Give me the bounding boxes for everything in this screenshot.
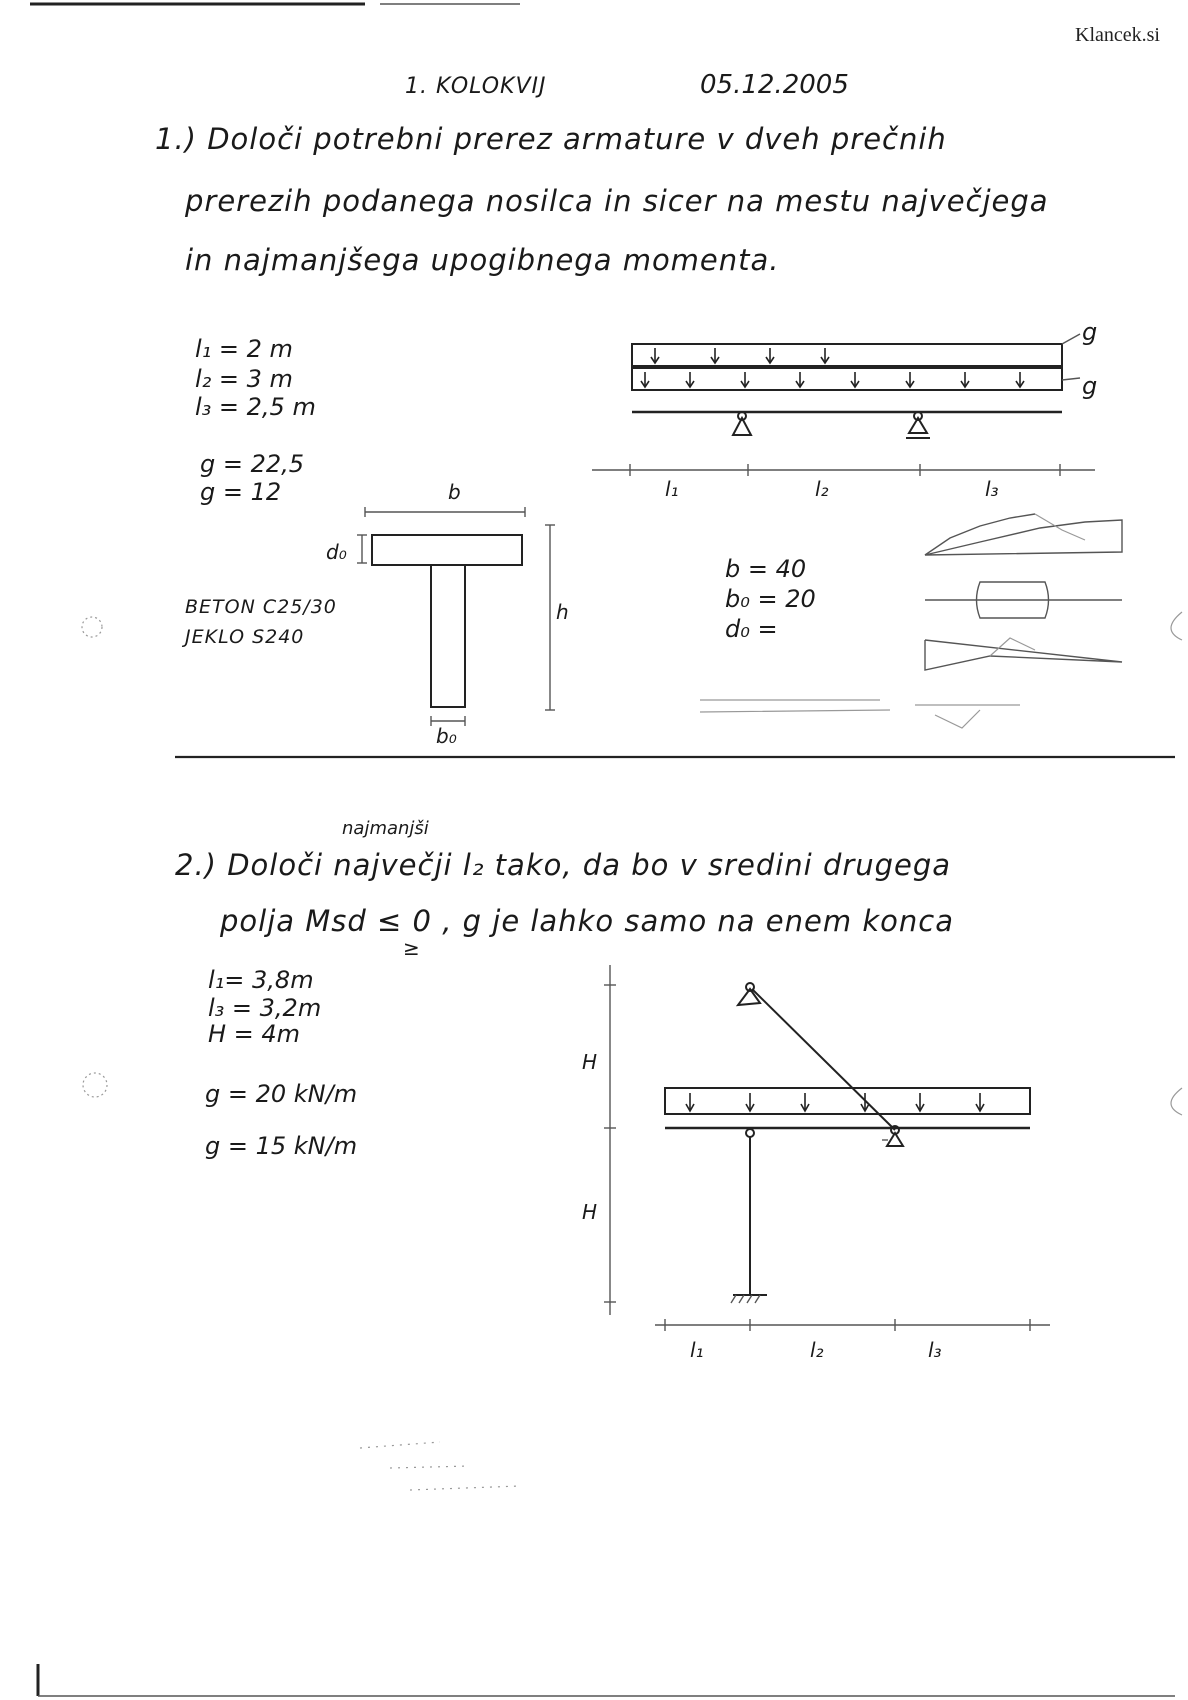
height-label-upper: H <box>582 1050 598 1074</box>
section-value-b0: b₀ = 20 <box>725 585 816 613</box>
span-label-l2: l₂ <box>815 477 829 501</box>
watermark: Klancek.si <box>1075 24 1160 46</box>
material-steel: JEKLO S240 <box>185 626 305 648</box>
load-g: g = 22,5 <box>200 450 305 478</box>
param-l1: l₁ = 2 m <box>195 335 293 363</box>
section-label-b: b <box>448 480 461 504</box>
problem2-correction-note: najmanjši <box>342 818 429 839</box>
section-label-d0: d₀ <box>326 540 347 564</box>
material-concrete: BETON C25/30 <box>185 596 337 618</box>
problem1-line: 1.) Določi potrebni prerez armature v dveh prečnih <box>155 122 947 156</box>
problem2-line: polja Msd ≤ 0 , g je lahko samo na enem konca <box>220 904 954 938</box>
section-label-b0: b₀ <box>436 724 457 748</box>
span-label-l1: l₁ <box>690 1338 704 1362</box>
problem2-line: 2.) Določi največji l₂ tako, da bo v sredini drugega <box>175 848 952 882</box>
load-g: g = 20 kN/m <box>205 1080 358 1108</box>
section-label-h: h <box>556 600 569 624</box>
span-label-l3: l₃ <box>985 477 999 501</box>
span-label-l1: l₁ <box>665 477 679 501</box>
load-label-q: g <box>1082 372 1098 400</box>
problem1-line: prerezih podanega nosilca in sicer na mestu največjega <box>185 184 1049 218</box>
load-q: g = 15 kN/m <box>205 1132 358 1160</box>
param-l2: l₂ = 3 m <box>195 365 293 393</box>
param-H: H = 4m <box>208 1020 301 1048</box>
problem1-line: in najmanjšega upogibnega momenta. <box>185 243 780 277</box>
param-l1: l₁= 3,8m <box>208 966 314 994</box>
test-title: 1. KOLOKVIJ <box>405 74 547 99</box>
height-label-lower: H <box>582 1200 598 1224</box>
param-l3: l₃ = 3,2m <box>208 994 322 1022</box>
param-l3: l₃ = 2,5 m <box>195 393 316 421</box>
span-label-l3: l₃ <box>928 1338 942 1362</box>
section-value-d0: d₀ = <box>725 615 778 643</box>
test-date: 05.12.2005 <box>700 70 849 100</box>
problem2-ge-symbol: ≥ <box>403 936 420 960</box>
load-label-g: g <box>1082 318 1098 346</box>
span-label-l2: l₂ <box>810 1338 824 1362</box>
section-value-b: b = 40 <box>725 555 807 583</box>
load-q: g = 12 <box>200 478 282 506</box>
